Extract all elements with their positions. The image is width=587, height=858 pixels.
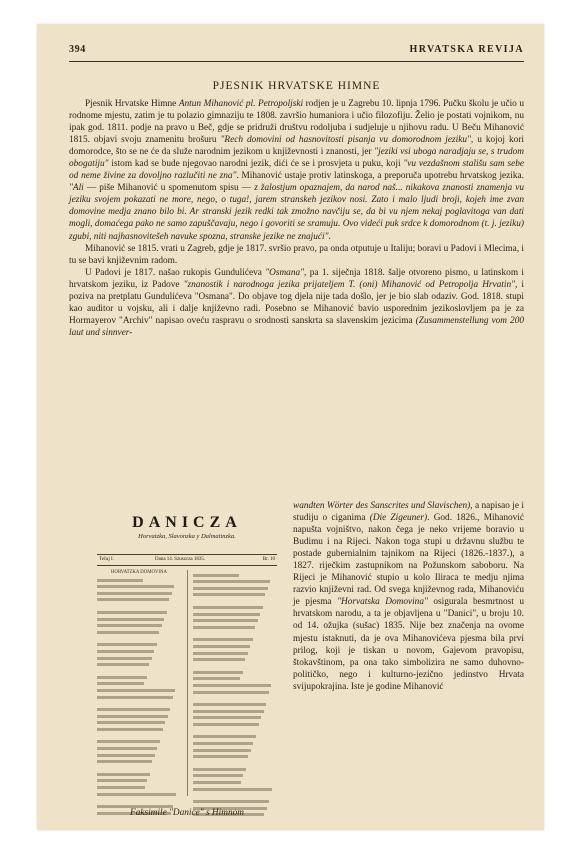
stanza-gap (97, 763, 181, 769)
italic-quote: "znanostik i narodnoga jezika prijateljem T. (oni) Mihanović od Petropolja Hrvatin" (183, 279, 516, 290)
facsimile-verse-line (193, 742, 253, 745)
text-run: U Padovi je 1817. našao rukopis Gundulićeva (85, 267, 266, 278)
text-run: rodjen je u Zagrebu 10. lipnja 1796. Pučku školu je učio u rodnome mjestu, zatim je tu polazio gimnaziju te 1808. završio humaniora i učio filozofiju. Želio je postati vojnikom, nu ipak god. 1811. podje na pravo u Beč, gdje se pridruži društvu rodoljuba i sudjeluje u njihovu radu. U Beču Mihanović 1815. objavi svoju znamenitu brošuru (69, 99, 524, 146)
facsimile-caption: Faksimile "Danice" s Himnom (130, 808, 244, 818)
facsimile-verse-line (193, 768, 246, 771)
stanza-gap (97, 796, 181, 802)
paragraph (69, 267, 524, 339)
document-page (37, 24, 544, 830)
facsimile-verse-line (193, 658, 245, 661)
text-run: . (328, 231, 331, 242)
facsimile-verse-line (97, 696, 173, 699)
italic-quote: (Die Zigeuner) (369, 513, 428, 524)
stanza-gap (193, 726, 277, 732)
facsimile-column-divider (187, 570, 188, 796)
italic-quote: Antun Mihanović pl. Petropoljski (178, 99, 304, 109)
facsimile-verse-line (97, 760, 152, 763)
facsimile-verse-line (97, 585, 174, 588)
facsimile-verse-line (193, 781, 241, 784)
italic-quote: "jeziki vsi uboga naradjaju se, s trudom obogatiju" (69, 147, 524, 170)
paragraph (69, 98, 524, 243)
facsimile-poem-heading: HORVATZKA DOMOVINA (111, 570, 167, 575)
facsimile-verse-line (97, 618, 164, 621)
journal-title: HRVATSKA REVIJA (409, 44, 524, 55)
italic-quote: "Rech domovini od hasnovitosti pisanja vu domorodnom jeziku" (220, 135, 471, 146)
facsimile-verse-line (97, 682, 144, 685)
stanza-gap (97, 601, 181, 607)
facsimile-subtitle: Horvatzka, Slavonzka y Dalmatinzka. (138, 533, 236, 540)
article-body (69, 98, 524, 339)
stanza-gap (193, 629, 277, 635)
facsimile-poem-columns (97, 570, 277, 796)
italic-quote: "Ali (69, 183, 84, 194)
stanza-gap (193, 791, 277, 797)
paragraph (69, 243, 524, 267)
text-run: , u kojoj kori domorodce, što se ne će da služe narodnim jezikom u književnosti i znanosti, jer (69, 135, 524, 158)
facsimile-verse-line (193, 606, 263, 609)
italic-quote: "Osmana" (265, 267, 305, 278)
facsimile-verse-line (193, 723, 259, 726)
facsimile-verse-line (97, 773, 150, 776)
facsimile-verse-line (97, 740, 160, 743)
italic-quote: z žalostjum opaznajem, da narod naš... nikakova znanosti znamenja vu jeziku svojem pokazati ne more, nego, o tuga!, jarem stranskeh jezikov nosi. Zato i malo ljudi broji, kojeh ime zvan domovine medja znano bilo bi. Ar stranski jezik redki tak zmožno navčiju se, da bi vu njem nekaj poglavitoga van dati mogli, domaćega pako ne samo zapuščavaju, nego i govoriti se sramuju. Ovo videći puk srdce k domorodnom (t. j. jeziku) zgubi, niti najhasnovitešeh navuke spozna, stranske jezike ne znajući" (69, 183, 524, 242)
stanza-gap (193, 661, 277, 667)
facsimile-verse-line (97, 689, 175, 692)
italic-quote: wandten Wörter des Sanscrites und Slavischen) (293, 501, 471, 511)
stanza-gap (193, 758, 277, 764)
text-run: , pa 1. siječnja 1818. šalje otvoreno pismo, u latinskom i hrvatskom jeziku, iz Padove (69, 267, 525, 290)
stanza-gap (97, 634, 181, 640)
header-rule (69, 61, 524, 62)
stanza-gap (97, 666, 181, 672)
facsimile-verse-line (97, 650, 154, 653)
article-title: PJESNIK HRVATSKE HIMNE (212, 80, 381, 92)
facsimile-verse-line (97, 611, 167, 614)
text-run: , i poziva na pretplatu Gundulićeva "Osmana". Do objave tog djela nije tada došlo, jer je bio slab odaziv. God. 1818. stupi kao auditor u vojsku, ali i dalje književno radi. Posebno se Mihanović bavio usporednim jezikoslovljem pa je za Hormayerov "Archiv" napisao oveću raspravu o srodnosti sanskrta sa slavenskim jezicima (69, 279, 525, 326)
italic-quote: "Horvatska Domovina" (337, 597, 428, 608)
paragraph-continued (293, 500, 524, 693)
text-run: osigurala besmrtnost u hrvatskom narodu, a ta je objavljena u "Danici", u broju 10. od 14. ožujka (sušac) 1835. Nije bez značenja na ovome mjestu istaknuti, da je ova Mihanovićeva pjesma bila prvi prilog, koji je tiskan u novom, Gajevom pravopisu, štokavštinom, pa ona tako simbolizira ne samo duhovno-političko, nego i kulturno-jezično jedinstvo Hrvata svijupokrajina. Iste je godine Mihanović (293, 597, 524, 692)
facsimile-issue-number: Br. 10 (262, 557, 275, 562)
facsimile-date: Dana 14. Szuszcza 1835. (155, 557, 206, 562)
facsimile-verse-line (97, 779, 147, 782)
facsimile-verse-line (97, 786, 145, 789)
facsimile-verse-line (193, 788, 272, 791)
facsimile-verse-line (97, 579, 143, 582)
facsimile-verse-line (97, 728, 163, 731)
stanza-gap (97, 699, 181, 705)
facsimile-verse-line (97, 708, 170, 711)
facsimile-verse-line (97, 592, 172, 595)
facsimile-verse-line (193, 626, 255, 629)
facsimile-verse-line (97, 715, 168, 718)
text-run: . God. 1826., Mihanović napušta vojništvo, nakon čega je neko vrijeme boravio u Budimu i na Rijeci. Nakon toga stupi u državnu službu te postade gubernialnim tajnikom na Rijeci (1826.-1837.), a 1827. riječkim zastupnikom na Požunskom saboboru. Na Rijeci je Mihanović stupio u kolo Iliraca te medju njima razvio književni rad. Od svega književnog rada, Mihanoviću je pjesma (293, 513, 524, 608)
text-run: , a napisao je i studiju o ciganima (293, 501, 524, 524)
italic-quote: (Zusammenstellung vom 200 laut und sinnver- (69, 315, 525, 338)
facsimile-verse-line (193, 691, 269, 694)
facsimile-verse-line (97, 663, 149, 666)
facsimile-verse-line (193, 716, 261, 719)
facsimile-verse-line (193, 774, 243, 777)
facsimile-verse-line (97, 754, 155, 757)
facsimile-verse-line (193, 645, 250, 648)
facsimile-volume: Tečaj I. (99, 557, 114, 562)
text-run: . Mihanović ustaje protiv latinskoga, a preporuča upotrebu hrvatskog jezika. (236, 171, 524, 182)
facsimile-verse-line (193, 613, 260, 616)
stanza-gap (193, 596, 277, 602)
facsimile-verse-line (193, 671, 243, 674)
facsimile-column-left (97, 570, 181, 796)
facsimile-verse-line (193, 749, 251, 752)
facsimile-verse-line (97, 624, 162, 627)
facsimile-issue-line (97, 554, 277, 566)
facsimile-verse-line (193, 580, 270, 583)
facsimile-verse-line (97, 631, 159, 634)
text-run: istom kad se bude njegovao narodni jezik, dići će se i prosvjeta u puku, koji (108, 159, 404, 170)
facsimile-verse-line (97, 721, 165, 724)
facsimile-verse-line (193, 677, 240, 680)
text-run: Pjesnik Hrvatske Himne (85, 99, 179, 109)
facsimile-verse-line (193, 587, 268, 590)
facsimile-verse-line (97, 598, 169, 601)
facsimile-verse-line (193, 619, 258, 622)
facsimile-verse-line (193, 735, 256, 738)
danica-facsimile (97, 514, 277, 824)
facsimile-verse-line (193, 652, 248, 655)
text-run: Mihanović se 1815. vrati u Zagreb, gdje je 1817. svršio pravo, pa onda otputuje u Italiju; boravi u Padovi i Mlecima, i tu se bavi književnim radom. (69, 243, 524, 266)
stanza-gap (193, 694, 277, 700)
facsimile-verse-line (193, 593, 265, 596)
facsimile-column-right (193, 570, 277, 796)
facsimile-verse-line (193, 574, 239, 577)
facsimile-masthead: DANICZA (132, 514, 242, 531)
facsimile-verse-line (193, 755, 248, 758)
facsimile-verse-line (97, 657, 152, 660)
italic-quote: "vu vezdašnom stališu sam sebe od neme živine za dovoljno razlučiti ne zna" (69, 159, 524, 182)
text-run: — piše Mihanović u spomenutom spisu — (83, 183, 255, 194)
facsimile-verse-line (193, 638, 253, 641)
facsimile-verse-line (193, 710, 264, 713)
facsimile-verse-line (97, 747, 157, 750)
facsimile-verse-line (193, 684, 271, 687)
article-body-wrapped (293, 500, 524, 693)
running-head (69, 44, 524, 58)
facsimile-verse-line (97, 793, 176, 796)
stanza-gap (97, 731, 181, 737)
page-number: 394 (69, 44, 86, 55)
facsimile-verse-line (97, 676, 147, 679)
facsimile-verse-line (97, 643, 157, 646)
facsimile-verse-line (193, 800, 269, 803)
facsimile-verse-line (193, 703, 266, 706)
